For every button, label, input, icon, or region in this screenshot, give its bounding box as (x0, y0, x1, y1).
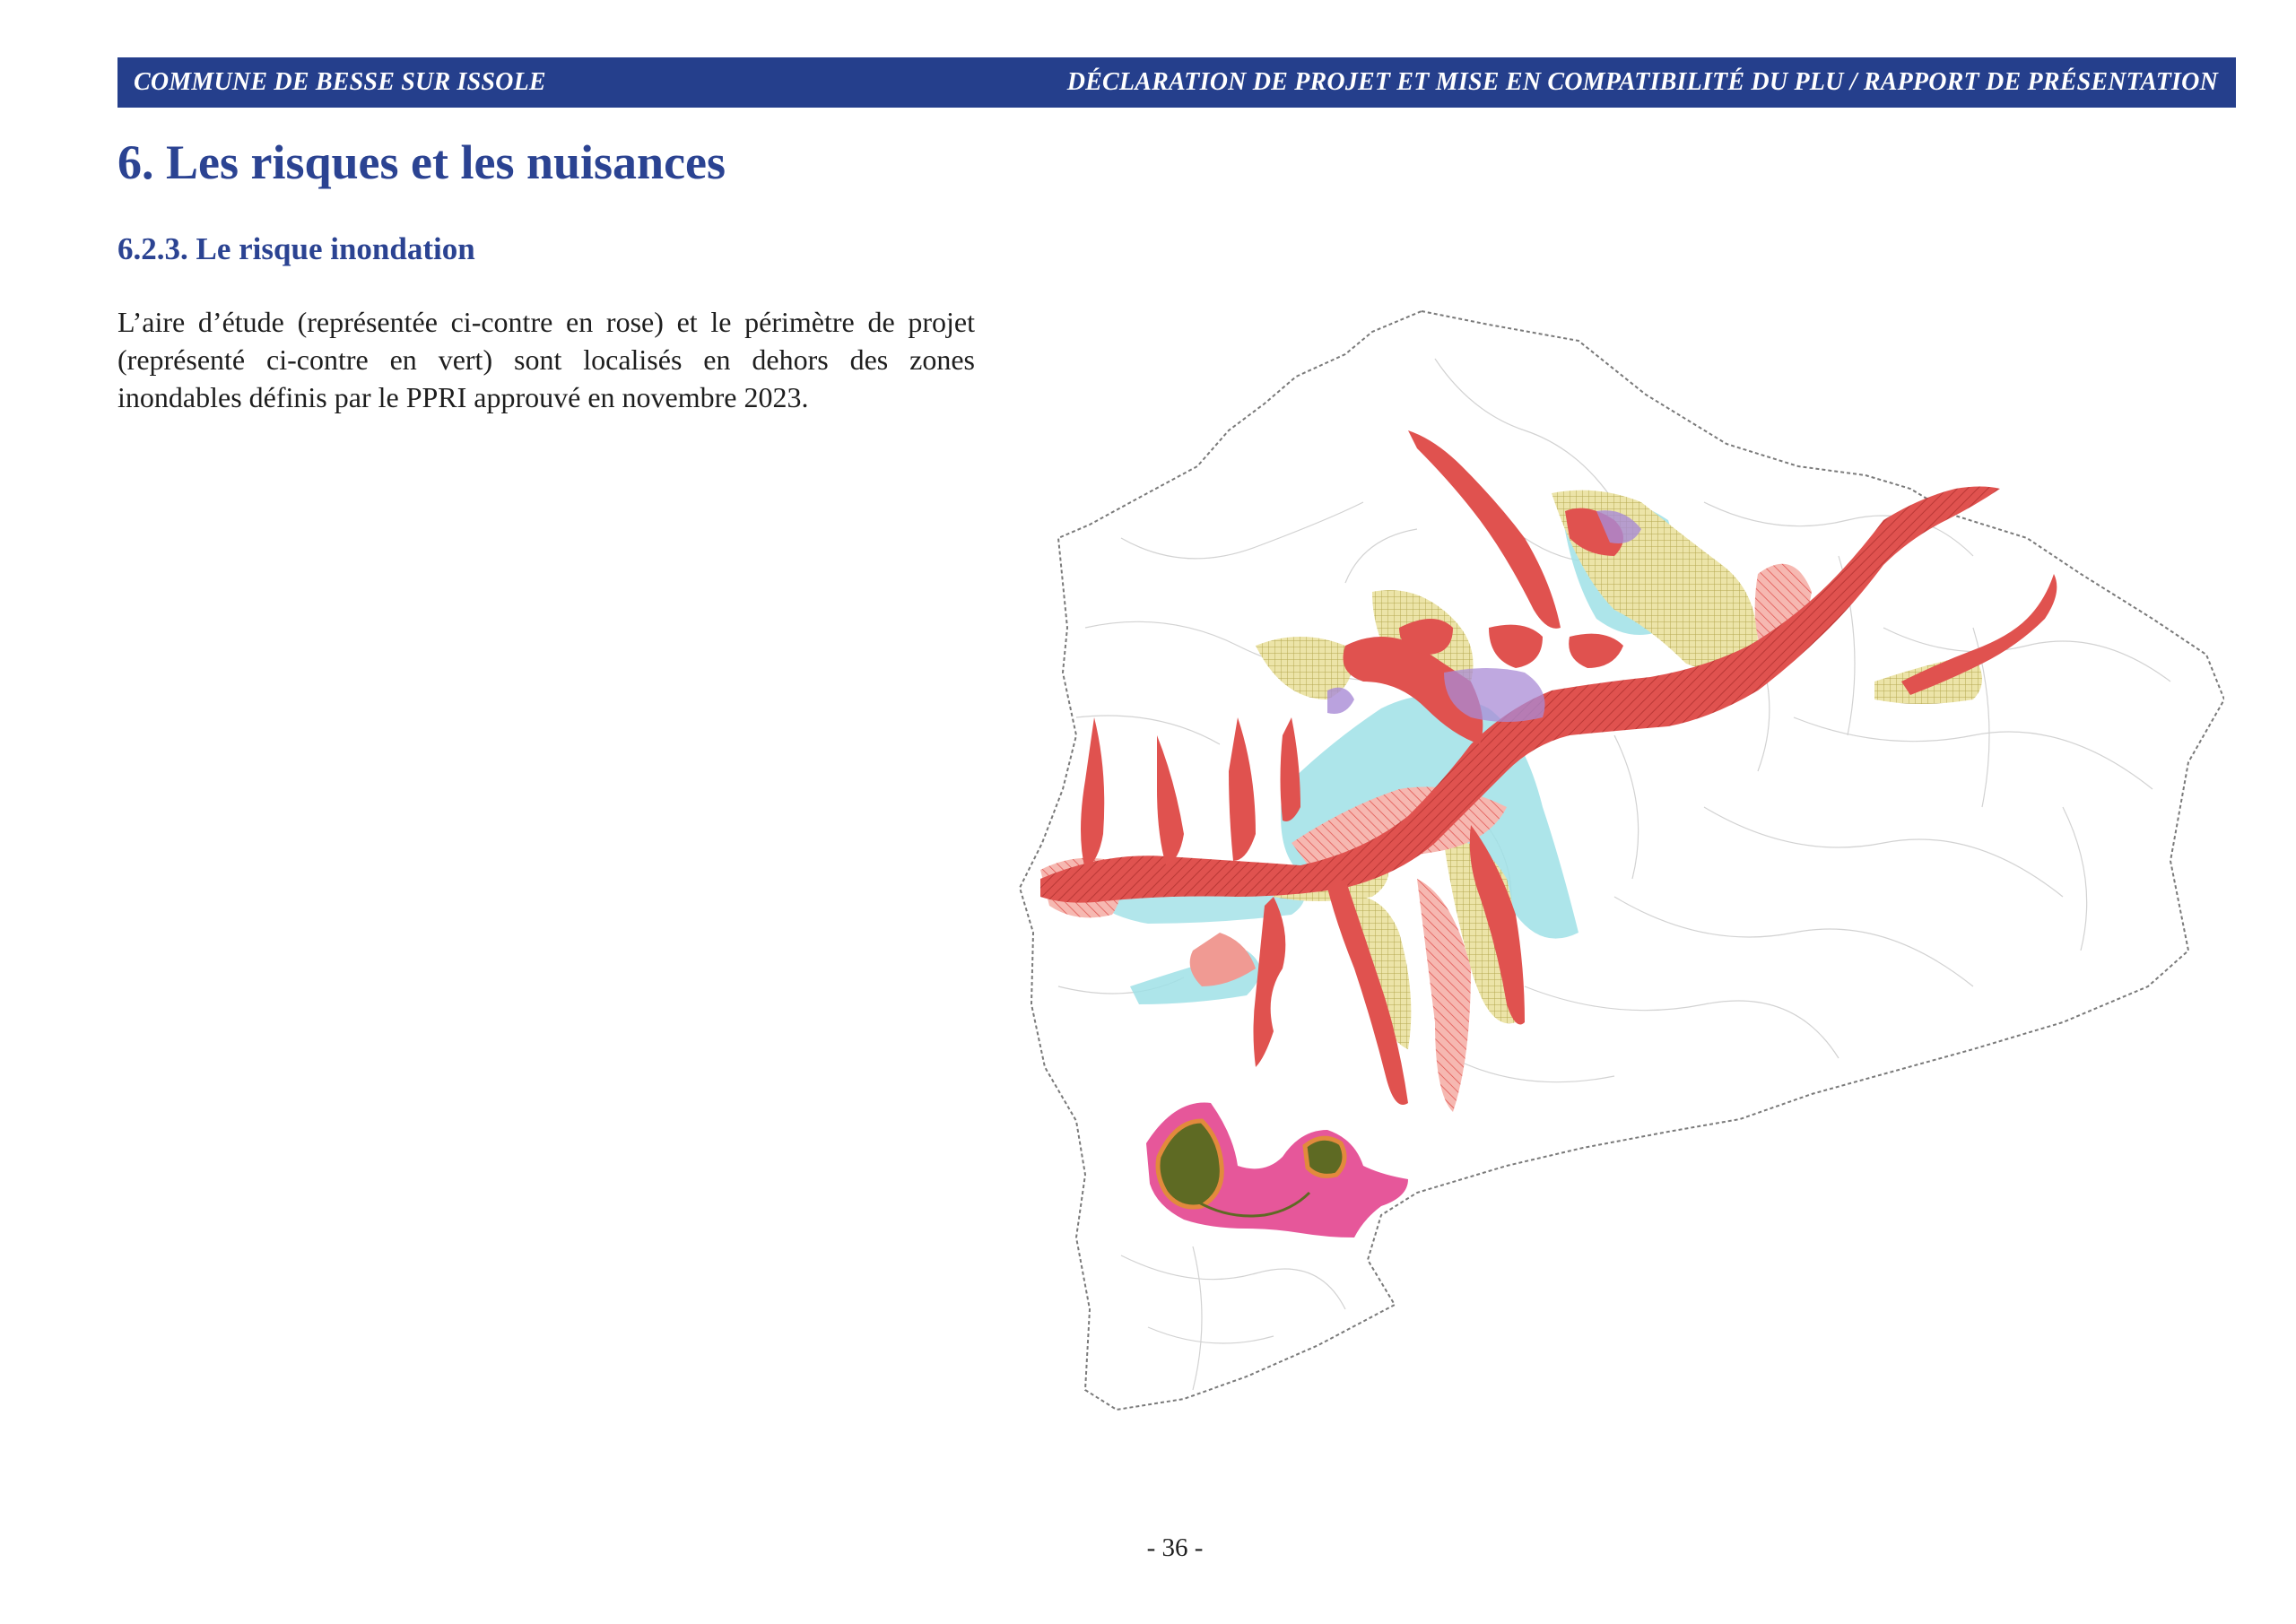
section-title: 6.2.3. Le risque inondation (117, 231, 475, 266)
header-document-title: DÉCLARATION DE PROJET ET MISE EN COMPATIBILITÉ DU PLU / RAPPORT DE PRÉSENTATION (1066, 68, 2218, 96)
header-bar (117, 57, 2236, 108)
body-paragraph: L’aire d’étude (représentée ci-contre en rose) et le périmètre de projet (représenté ci-contre en vert) sont localisés en dehors des zones inondables définis par le PPRI approuvé en novembre 2023. (117, 306, 975, 413)
page-number: - 36 - (1146, 1533, 1204, 1562)
page-title: 6. Les risques et les nuisances (117, 135, 726, 189)
header-commune: COMMUNE DE BESSE SUR ISSOLE (134, 68, 546, 96)
flood-risk-map (1013, 305, 2224, 1417)
